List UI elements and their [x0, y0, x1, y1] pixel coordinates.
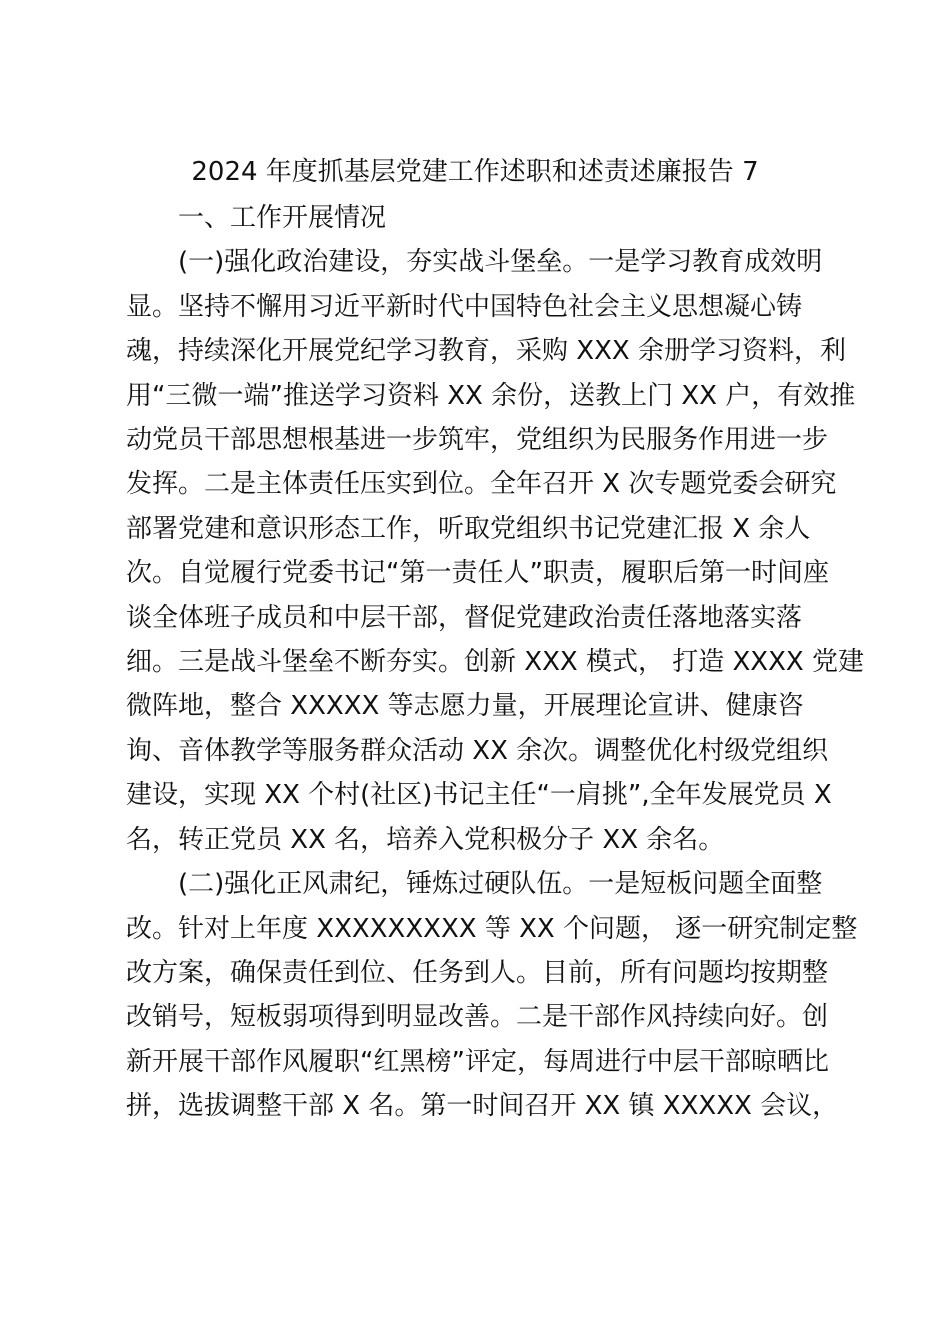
text-line: 细。三是战斗堡垒不断夯实。创新 XXX 模式， 打造 XXXX 党建 [126, 647, 865, 678]
text-line: 发挥。二是主体责任压实到位。全年召开 X 次专题党委会研究 [126, 469, 837, 500]
text-line: 一、工作开展情况 [178, 203, 387, 233]
text-line: 部署党建和意识形态工作，听取党组织书记党建汇报 X 余人 [126, 513, 811, 544]
text-line: 建设，实现 XX 个村(社区)书记主任“一肩挑”,全年发展党员 X [126, 780, 832, 811]
text-line: 显。坚持不懈用习近平新时代中国特色社会主义思想凝心铸 [126, 291, 803, 322]
text-line: 谈全体班子成员和中层干部，督促党建政治责任落地落实落 [126, 602, 803, 633]
text-line: 次。自觉履行党委书记“第一责任人”职责，履职后第一时间座 [126, 558, 829, 589]
text-line: 魂，持续深化开展党纪学习教育，采购 XXX 余册学习资料，利 [126, 336, 846, 367]
text-line: 拼，选拔调整干部 X 名。第一时间召开 XX 镇 XXXXX 会议， [126, 1091, 839, 1122]
text-line: (一)强化政治建设，夯实战斗堡垒。一是学习教育成效明 [178, 247, 823, 278]
text-line: 名，转正党员 XX 名，培养入党积极分子 XX 余名。 [126, 824, 725, 855]
text-line: 改方案，确保责任到位、任务到人。目前，所有问题均按期整 [126, 957, 829, 988]
text-line: 用“三微一端”推送学习资料 XX 余份，送教上门 XX 户，有效推 [126, 380, 856, 411]
text-line: 改。针对上年度 XXXXXXXXX 等 XX 个问题， 逐一研究制定整 [126, 913, 858, 944]
text-line: (二)强化正风肃纪，锤炼过硬队伍。一是短板问题全面整 [178, 869, 823, 900]
text-line: 动党员干部思想根基进一步筑牢，党组织为民服务作用进一步 [126, 425, 829, 456]
document-title: 2024 年度抓基层党建工作述职和述责述廉报告 7 [191, 157, 759, 187]
text-line: 改销号，短板弱项得到明显改善。二是干部作风持续向好。创 [126, 1002, 829, 1033]
text-line: 询、音体教学等服务群众活动 XX 余次。调整优化村级党组织 [126, 735, 829, 766]
text-line: 新开展干部作风履职“红黑榜”评定，每周进行中层干部晾晒比 [126, 1046, 829, 1077]
text-line: 微阵地，整合 XXXXX 等志愿力量，开展理论宣讲、健康咨 [126, 691, 804, 722]
document-body [126, 196, 865, 1129]
